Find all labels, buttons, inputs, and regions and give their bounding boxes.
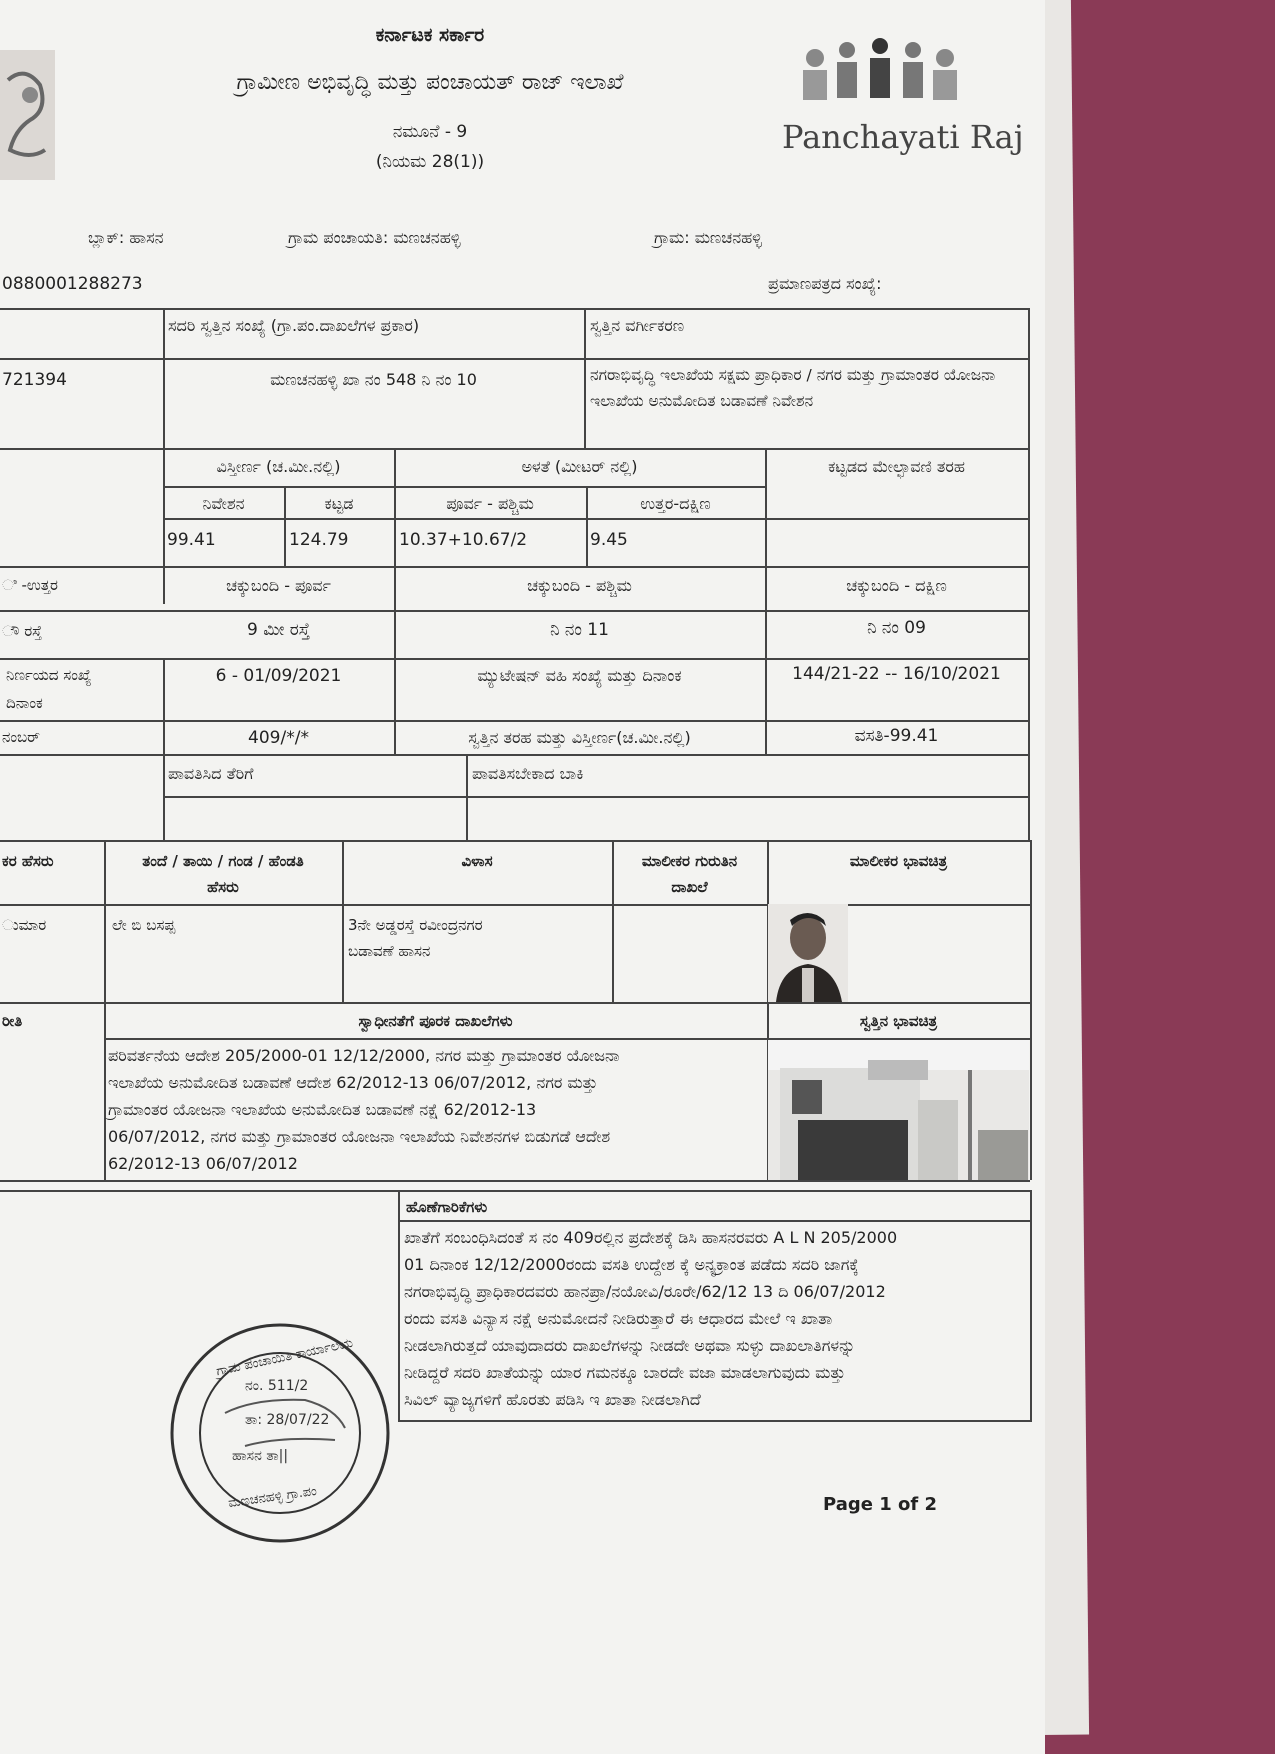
north-south-value: 9.45 bbox=[590, 530, 628, 550]
owner-name-label: ಕರ ಹೆಸರು bbox=[2, 852, 54, 870]
seal-bottom-text: ಮಣಚನಹಳ್ಳಿ ಗ್ರಾ.ಪಂ bbox=[227, 1483, 318, 1512]
east-boundary-value: 9 ಮೀ ರಸ್ತೆ bbox=[247, 620, 310, 640]
govt-title: ಕರ್ನಾಟಕ ಸರ್ಕಾರ bbox=[375, 24, 485, 46]
liability-line-1: ಖಾತೆಗೆ ಸಂಬಂಧಿಸಿದಂತೆ ಸ ನಂ 409ರಲ್ಲಿನ ಪ್ರದೇಶಕ್ಕೆ ಡಿಸಿ ಹಾಸನರವರು A L N 205/2000 bbox=[404, 1228, 898, 1247]
logo-text: Panchayati Raj bbox=[782, 118, 1024, 156]
block-label: ಬ್ಲಾಕ್: ಹಾಸನ bbox=[88, 228, 164, 247]
south-boundary-value: ನಿ ನಂ 09 bbox=[867, 618, 926, 638]
north-boundary-label: ಿ -ಉತ್ತರ bbox=[2, 576, 58, 594]
building-area-label: ಕಟ್ಟಡ bbox=[324, 494, 354, 513]
property-left-id: 721394 bbox=[2, 370, 67, 390]
seal-date-text: ತಾ: 28/07/22 bbox=[245, 1412, 330, 1428]
panchayati-raj-logo-icon bbox=[775, 30, 985, 110]
seal-top-text: ಗ್ರಾಮ ಪಂಚಾಯಿತಿ ಕಾರ್ಯಾಲಯ bbox=[214, 1335, 355, 1380]
dimension-label: ಅಳತೆ (ಮೀಟರ್ ನಲ್ಲಿ) bbox=[521, 457, 638, 476]
mutation-label: ಮ್ಯುಟೇಷನ್ ವಹಿ ಸಂಖ್ಯೆ ಮತ್ತು ದಿನಾಂಕ bbox=[477, 666, 682, 685]
building-area-value: 124.79 bbox=[289, 530, 349, 550]
site-area-label: ನಿವೇಶನ bbox=[202, 494, 245, 513]
liability-line-5: ನೀಡಲಾಗಿರುತ್ತದೆ ಯಾವುದಾದರು ದಾಖಲೆಗಳನ್ನು ನೀಡದೇ ಅಥವಾ ಸುಳ್ಳು ದಾಖಲಾತಿಗಳನ್ನು bbox=[404, 1336, 856, 1355]
resolution-value: 6 - 01/09/2021 bbox=[215, 666, 342, 686]
address-line-2: ಬಡಾವಣೆ ಹಾಸನ bbox=[348, 942, 431, 960]
west-boundary-value: ನಿ ನಂ 11 bbox=[550, 620, 609, 640]
mutation-value: 144/21-22 -- 16/10/2021 bbox=[792, 664, 1001, 684]
gram-panchayat-label: ಗ್ರಾಮ ಪಂಚಾಯತಿ: ಮಣಚನಹಳ್ಳಿ bbox=[288, 228, 461, 247]
tax-due-label: ಪಾವತಿಸಬೇಕಾದ ಬಾಕಿ bbox=[472, 764, 584, 783]
property-number-value: ಮಣಚನಹಳ್ಳಿ ಖಾ ನಂ 548 ನಿ ನಂ 10 bbox=[270, 370, 477, 389]
east-west-value: 10.37+10.67/2 bbox=[399, 530, 528, 550]
liability-line-7: ಸಿವಿಲ್ ವ್ಯಾಜ್ಯಗಳಿಗೆ ಹೊರತು ಪಡಿಸಿ ಇ ಖಾತಾ ನೀಡಲಾಗಿದೆ bbox=[404, 1390, 701, 1409]
south-boundary-label: ಚಕ್ಕುಬಂದಿ - ದಕ್ಷಿಣ bbox=[846, 576, 947, 595]
docs-line-5: 62/2012-13 06/07/2012 bbox=[108, 1154, 298, 1173]
liability-line-3: ನಗರಾಭಿವೃದ್ಧಿ ಪ್ರಾಧಿಕಾರದವರು ಹಾನಪ್ರಾ/ನಯೋವಿ/ರೂರೇ/62/12 13 ದಿ 06/07/2012 bbox=[404, 1282, 886, 1301]
survey-label: ನಂಬರ್ bbox=[2, 728, 40, 746]
tax-paid-label: ಪಾವತಿಸಿದ ತೆರಿಗೆ bbox=[168, 764, 254, 783]
father-name-value: ಲೇ ಬಿ ಬಸಪ್ಪ bbox=[112, 916, 176, 934]
supporting-docs-label: ಸ್ವಾಧೀನತೆಗೆ ಪೂರಕ ದಾಖಲೆಗಳು bbox=[358, 1012, 513, 1030]
seal-place-text: ಹಾಸನ ತಾ|| bbox=[232, 1448, 289, 1464]
north-south-label: ಉತ್ತರ-ದಕ್ಷಿಣ bbox=[640, 494, 711, 513]
seal-number-text: ನಂ. 511/2 bbox=[245, 1378, 309, 1394]
property-photo bbox=[768, 1040, 1029, 1180]
property-type-label: ಸ್ವತ್ತಿನ ತರಹ ಮತ್ತು ವಿಸ್ತೀರ್ಣ(ಚ.ಮೀ.ನಲ್ಲಿ) bbox=[468, 728, 691, 747]
property-class-value: ನಗರಾಭಿವೃದ್ಧಿ ಇಲಾಖೆಯ ಸಕ್ಷಮ ಪ್ರಾಧಿಕಾರ / ನಗರ ಮತ್ತು ಗ್ರಾಮಾಂತರ ಯೋಜನಾ ಇಲಾಖೆಯ ಅನುಮೋದಿತ ಬಡಾವಣೆ ನಿವೇಶನ bbox=[590, 366, 996, 410]
address-line-1: 3ನೇ ಅಡ್ಡರಸ್ತೆ ರವೀಂದ್ರನಗರ bbox=[348, 916, 483, 934]
area-label: ವಿಸ್ತೀರ್ಣ (ಚ.ಮೀ.ನಲ್ಲಿ) bbox=[216, 457, 341, 476]
village-label: ಗ್ರಾಮ: ಮಣಚನಹಳ್ಳಿ bbox=[654, 228, 762, 247]
form-number: ನಮೂನೆ - 9 bbox=[392, 122, 468, 142]
owner-photo bbox=[768, 904, 848, 1002]
resolution-date-label: ದಿನಾಂಕ bbox=[6, 694, 43, 712]
property-photo-label: ಸ್ವತ್ತಿನ ಭಾವಚಿತ್ರ bbox=[859, 1012, 938, 1030]
east-west-label: ಪೂರ್ವ - ಪಶ್ಚಿಮ bbox=[446, 494, 534, 513]
west-boundary-label: ಚಕ್ಕುಬಂದಿ - ಪಶ್ಚಿಮ bbox=[527, 576, 632, 595]
certificate-label: ಪ್ರಮಾಣಪತ್ರದ ಸಂಖ್ಯೆ: bbox=[768, 274, 882, 293]
rule-number: (ನಿಯಮ 28(1)) bbox=[375, 152, 485, 172]
property-number-label: ಸದರಿ ಸ್ವತ್ತಿನ ಸಂಖ್ಯೆ (ಗ್ರಾ.ಪಂ.ದಾಖಲೆಗಳ ಪ್ರಕಾರ) bbox=[168, 316, 420, 335]
owner-id-label-2: ದಾಖಲೆ bbox=[671, 878, 708, 896]
roof-type-label: ಕಟ್ಟಡದ ಮೇಲ್ಛಾವಣಿ ತರಹ bbox=[828, 457, 965, 476]
survey-value: 409/*/* bbox=[248, 728, 309, 748]
owner-name-value: ುಮಾರ bbox=[2, 916, 47, 934]
owner-id-label: ಮಾಲೀಕರ ಗುರುತಿನ bbox=[641, 852, 738, 870]
liability-line-2: 01 ದಿನಾಂಕ 12/12/2000ರಂದು ವಸತಿ ಉದ್ದೇಶ ಕ್ಕೆ ಅನ್ಯಕ್ರಾಂತ ಪಡೆದು ಸದರಿ ಜಾಗಕ್ಕೆ bbox=[404, 1255, 859, 1274]
east-boundary-label: ಚಕ್ಕುಬಂದಿ - ಪೂರ್ವ bbox=[226, 576, 331, 595]
site-area-value: 99.41 bbox=[167, 530, 216, 550]
property-class-label: ಸ್ವತ್ತಿನ ವರ್ಗೀಕರಣ bbox=[590, 316, 685, 335]
address-label: ವಿಳಾಸ bbox=[461, 852, 493, 870]
page-number: Page 1 of 2 bbox=[823, 1494, 937, 1515]
father-name-label: ತಂದೆ / ತಾಯಿ / ಗಂಡ / ಹೆಂಡತಿ bbox=[142, 852, 304, 870]
docs-line-1: ಪರಿವರ್ತನೆಯ ಆದೇಶ 205/2000-01 12/12/2000, ನಗರ ಮತ್ತು ಗ್ರಾಮಾಂತರ ಯೋಜನಾ bbox=[108, 1046, 620, 1065]
liability-line-6: ನೀಡಿದ್ದರೆ ಸದರಿ ಖಾತೆಯನ್ನು ಯಾರ ಗಮನಕ್ಕೂ ಬಾರದೇ ವಜಾ ಮಾಡಲಾಗುವುದು ಮತ್ತು bbox=[404, 1363, 846, 1382]
liability-line-4: ರಂದು ವಸತಿ ವಿನ್ಯಾಸ ನಕ್ಷೆ ಅನುಮೋದನೆ ನೀಡಿರುತ್ತಾರೆ ಈ ಆಧಾರದ ಮೇಲೆ ಇ ಖಾತಾ bbox=[404, 1309, 833, 1328]
id-number: 0880001288273 bbox=[2, 274, 143, 294]
docs-line-4: 06/07/2012, ನಗರ ಮತ್ತು ಗ್ರಾಮಾಂತರ ಯೋಜನಾ ಇಲಾಖೆಯ ನಿವೇಶನಗಳ ಬಿಡುಗಡೆ ಆದೇಶ bbox=[108, 1127, 611, 1146]
liabilities-label: ಹೊಣೆಗಾರಿಕೆಗಳು bbox=[406, 1198, 488, 1216]
acquisition-label: ರೀತಿ bbox=[2, 1012, 23, 1030]
north-boundary-value: ೌ ರಸ್ತೆ bbox=[2, 622, 42, 640]
owner-photo-label: ಮಾಲೀಕರ ಭಾವಚಿತ್ರ bbox=[849, 852, 948, 870]
docs-line-2: ಇಲಾಖೆಯ ಅನುಮೋದಿತ ಬಡಾವಣೆ ಆದೇಶ 62/2012-13 06/07/2012, ನಗರ ಮತ್ತು bbox=[108, 1073, 598, 1092]
docs-line-3: ಗ್ರಾಮಾಂತರ ಯೋಜನಾ ಇಲಾಖೆಯ ಅನುಮೋದಿತ ಬಡಾವಣೆ ನಕ್ಷೆ 62/2012-13 bbox=[108, 1100, 537, 1119]
property-type-value: ವಸತಿ-99.41 bbox=[854, 726, 939, 746]
father-name-label-2: ಹೆಸರು bbox=[207, 878, 239, 896]
resolution-label: ನಿರ್ಣಯದ ಸಂಖ್ಯೆ bbox=[6, 666, 92, 684]
department-title: ಗ್ರಾಮೀಣ ಅಭಿವೃದ್ಧಿ ಮತ್ತು ಪಂಚಾಯತ್ ರಾಜ್ ಇಲಾಖೆ bbox=[236, 70, 624, 95]
